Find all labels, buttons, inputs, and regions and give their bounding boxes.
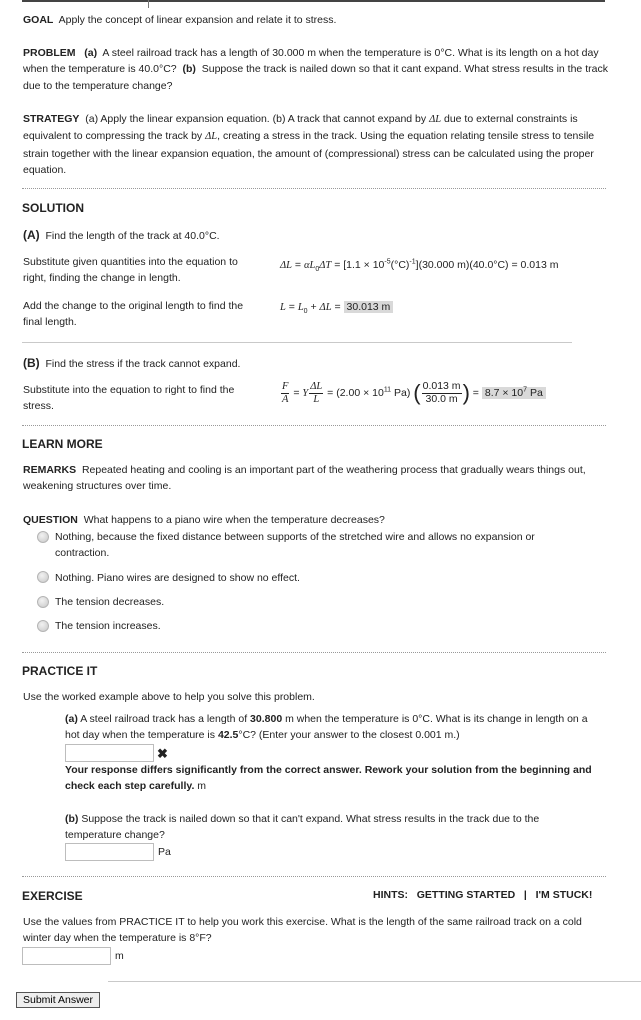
practice-a-temp: 42.5 bbox=[217, 729, 239, 742]
solution-b-label: (B) bbox=[23, 356, 40, 370]
eq-rhs: = [1.1 × 10 bbox=[334, 259, 385, 271]
solution-b-step-text: Substitute into the equation to right to find the stress. bbox=[23, 384, 235, 413]
modulus: = (2.00 × 10 bbox=[327, 386, 384, 399]
radio-option-4[interactable] bbox=[37, 620, 49, 632]
practice-b-question bbox=[65, 811, 565, 844]
goal-section bbox=[23, 12, 608, 28]
divider bbox=[108, 981, 641, 982]
exercise-heading: EXERCISE bbox=[22, 889, 83, 903]
practice-a-question bbox=[65, 711, 605, 744]
submit-answer-button[interactable]: Submit Answer bbox=[16, 992, 100, 1008]
top-divider bbox=[148, 0, 149, 8]
option-3-label[interactable]: The tension decreases. bbox=[55, 596, 165, 608]
strategy-symbol: ΔL bbox=[205, 131, 218, 143]
practice-a-label: (a) bbox=[65, 713, 78, 725]
exercise-text: Use the values from PRACTICE IT to help you work this exercise. What is the length of the same railroad track on a cold winter day when the temperature is 8°F? bbox=[23, 916, 582, 945]
eq-unit: (°C) bbox=[390, 259, 410, 271]
hints-label: HINTS: bbox=[373, 889, 408, 901]
result-exponent: 7 bbox=[523, 386, 528, 394]
radio-option-2[interactable] bbox=[37, 571, 49, 583]
result-base: 8.7 × 10 bbox=[484, 386, 524, 399]
remarks-text: Repeated heating and cooling is an important part of the weathering process that gradually wears things out, weakening structures over time. bbox=[23, 464, 586, 493]
practice-a-text: A steel railroad track has a length of bbox=[80, 713, 248, 725]
problem-part-a-label: (a) bbox=[84, 47, 98, 59]
divider bbox=[22, 876, 606, 877]
solution-a-title: Find the length of the track at 40.0°C. bbox=[45, 230, 220, 242]
feedback-text: Your response differs significantly from the correct answer. Rework your solution from the beginning and check each step carefully. bbox=[65, 764, 592, 793]
eq-tail: ](30.000 m)(40.0°C) = 0.013 m bbox=[415, 259, 559, 271]
practice-a-text: °C? (Enter your answer to the closest 0.001 m.) bbox=[238, 729, 460, 742]
option-2-label[interactable]: Nothing. Piano wires are designed to show no effect. bbox=[55, 572, 300, 584]
solution-a-step1-text: Substitute given quantities into the equation to right, finding the change in length. bbox=[23, 256, 238, 285]
practice-a-length: 30.800 bbox=[250, 713, 283, 725]
practice-a-text: m when the temperature is 0°C. What is its change in length on a hot day when the temperature is bbox=[65, 713, 588, 742]
learn-more-heading: LEARN MORE bbox=[22, 437, 103, 451]
remarks bbox=[23, 462, 593, 495]
goal-text: Apply the concept of linear expansion and relate it to stress. bbox=[58, 14, 337, 26]
hint-separator: | bbox=[523, 889, 527, 901]
practice-intro: Use the worked example above to help you solve this problem. bbox=[23, 691, 315, 703]
option-4-label[interactable]: The tension increases. bbox=[55, 620, 161, 632]
practice-heading: PRACTICE IT bbox=[22, 664, 98, 678]
top-border bbox=[22, 0, 605, 2]
im-stuck-link[interactable]: I'M STUCK! bbox=[535, 889, 593, 901]
solution-b-result bbox=[482, 387, 546, 399]
solution-b-equation: $\frac{F}{A}$ = Y $\frac{\Delta L}{L}$ = ($2.00 \times 10^{11}$ Pa) ( $\frac{0.013 m}{30.0 m}$ ) = $8.7 \times 10^7$ Pa bbox=[280, 381, 546, 405]
goal-label: GOAL bbox=[23, 14, 54, 26]
strategy-text-3: , creating a stress in the track. Using the equation relating tensile stress to tensile strain together with the linear expansion equation, the amount of (compressional) stress can be calculated using the proper equation. bbox=[23, 130, 595, 176]
strategy-section bbox=[23, 111, 608, 178]
strategy-symbol: ΔL bbox=[429, 114, 442, 125]
modulus-unit: Pa) bbox=[394, 386, 411, 399]
question bbox=[23, 512, 608, 528]
practice-a-unit: m bbox=[197, 780, 207, 793]
modulus-exponent: 11 bbox=[383, 386, 392, 394]
divider bbox=[22, 188, 606, 189]
result-unit: Pa bbox=[529, 386, 543, 399]
solution-a-label: (A) bbox=[23, 228, 40, 242]
solution-a-step1-equation: $\Delta L = \alpha L_0\Delta T = [1.1 \times 10^{-5}(^\circ C)^{-1}](30.000$ m)(40.0°C) = 0.013 m bbox=[280, 258, 559, 274]
solution-heading: SOLUTION bbox=[22, 201, 84, 215]
radio-option-1[interactable] bbox=[37, 531, 49, 543]
problem-section bbox=[23, 45, 608, 94]
incorrect-icon: ✖ bbox=[157, 746, 168, 761]
practice-b-unit: Pa bbox=[158, 846, 171, 858]
practice-b-input[interactable] bbox=[65, 843, 154, 861]
strategy-text-2: due to external constraints is equivalent to compressing the track by bbox=[23, 113, 578, 143]
eq-exponent: -5 bbox=[384, 258, 391, 266]
solution-b-title: Find the stress if the track cannot expand. bbox=[45, 358, 241, 370]
problem-part-b-label: (b) bbox=[182, 63, 196, 76]
exercise-hints bbox=[373, 887, 592, 903]
solution-b-heading bbox=[23, 354, 240, 373]
exercise-input[interactable] bbox=[22, 947, 111, 965]
problem-part-a: A steel railroad track has a length of 30.000 m when the temperature is 0°C. What is its length on a hot day when the temperature is 40.0°C? bbox=[23, 47, 599, 76]
strategy-text-1: (a) Apply the linear expansion equation. (b) A track that cannot expand by bbox=[85, 113, 427, 125]
practice-a-feedback bbox=[65, 762, 605, 795]
problem-part-b: Suppose the track is nailed down so that it cant expand. What stress results in the track due to the temperature change? bbox=[23, 63, 608, 92]
fraction-denominator: 30.0 m bbox=[425, 392, 458, 405]
strategy-label: STRATEGY bbox=[23, 113, 80, 125]
practice-b-text: Suppose the track is nailed down so that it can't expand. What stress results in the track due to the temperature change? bbox=[65, 813, 540, 842]
solution-a-heading bbox=[23, 226, 220, 245]
question-text: What happens to a piano wire when the temperature decreases? bbox=[83, 514, 385, 526]
divider bbox=[22, 425, 606, 426]
divider bbox=[22, 652, 606, 653]
getting-started-link[interactable]: GETTING STARTED bbox=[416, 889, 516, 901]
problem-label: PROBLEM bbox=[23, 47, 76, 59]
practice-a-input[interactable] bbox=[65, 744, 154, 762]
remarks-label: REMARKS bbox=[23, 464, 77, 476]
practice-b-label: (b) bbox=[65, 813, 79, 825]
divider bbox=[22, 342, 572, 343]
solution-a-step2-equation: $L = L_0 + \Delta L = 30.013$ m bbox=[280, 299, 393, 316]
option-1-label[interactable]: Nothing, because the fixed distance between supports of the stretched wire and allows no expansion or contraction. bbox=[55, 531, 535, 560]
radio-option-3[interactable] bbox=[37, 596, 49, 608]
fraction-numerator: 0.013 m bbox=[422, 380, 461, 392]
question-label: QUESTION bbox=[23, 514, 78, 526]
eq-exponent: -1 bbox=[409, 258, 416, 266]
solution-a-result: 30.013 m bbox=[344, 301, 394, 313]
solution-a-step2-text: Add the change to the original length to find the final length. bbox=[23, 300, 244, 329]
exercise-unit: m bbox=[115, 950, 124, 962]
